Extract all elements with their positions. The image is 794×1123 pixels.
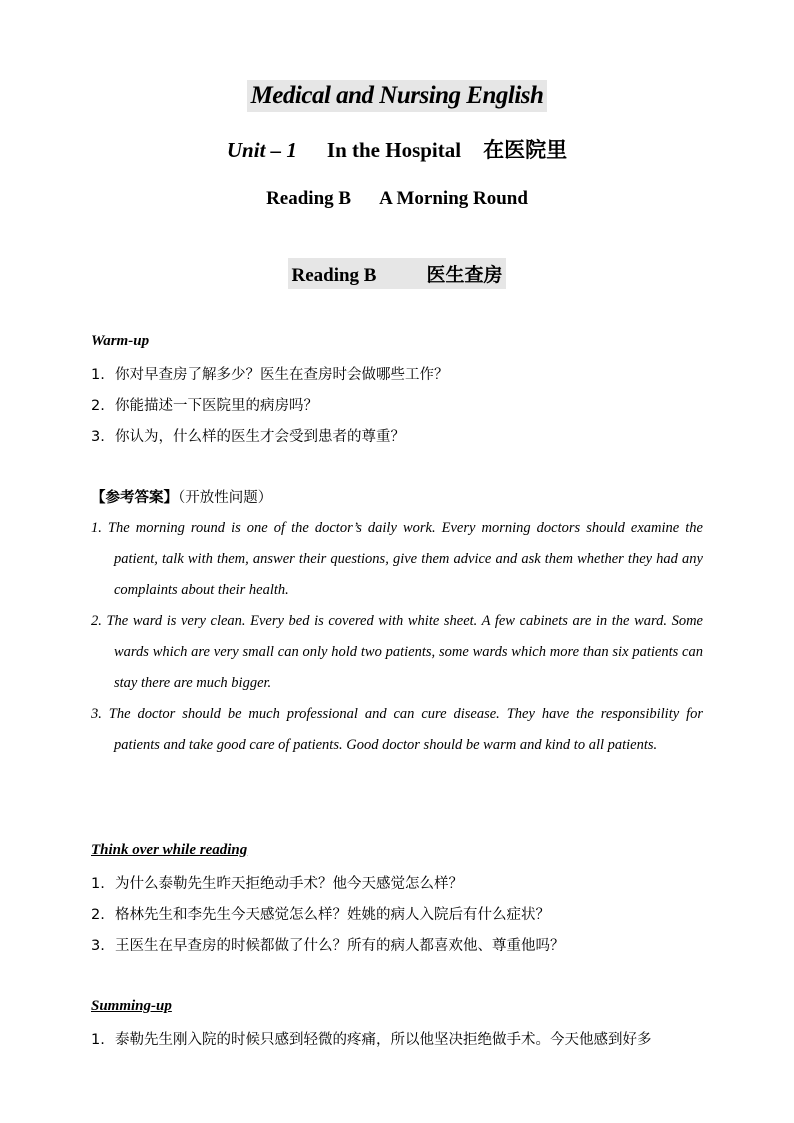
unit-title-en: In the Hospital [326,138,462,162]
answer-paragraph: 3. The doctor should be much professional and can cure disease. They have the responsibility for patients and take good care of patients. Good doctor should be warm and kind to all patients. [91,706,703,753]
think-question: 2. 格林先生和李先生今天感觉怎么样？姓姚的病人入院后有什么症状？ [91,907,550,923]
summing-item: 1. 泰勒先生刚入院的时候只感到轻微的疼痛，所以他坚决拒绝做手术。今天他感到好多 [91,1032,652,1048]
document-title: Medical and Nursing English [247,80,548,112]
warmup-question: 3. 你认为，什么样的医生才会受到患者的尊重？ [91,429,405,445]
reading-label-2: Reading B [291,265,377,286]
think-question: 3. 王医生在早查房的时候都做了什么？所有的病人都喜欢他、尊重他吗？ [91,938,565,954]
warmup-heading: Warm-up [91,333,150,349]
reference-answers [91,513,703,761]
reference-answer-heading: 【参考答案】（开放性问题） [91,490,273,506]
unit-title-cn: 在医院里 [483,138,568,162]
think-heading: Think over while reading [91,842,248,858]
reading-cn-heading-box [288,258,505,289]
think-question: 1. 为什么泰勒先生昨天拒绝动手术？他今天感觉怎么样？ [91,876,463,892]
reading-title: A Morning Round [379,188,528,209]
reading-label: Reading B [266,188,352,209]
unit-heading [0,134,794,164]
warmup-question: 2. 你能描述一下医院里的病房吗？ [91,398,318,414]
reading-cn-heading [0,258,794,289]
reading-title-cn: 医生查房 [426,264,503,286]
answer-paragraph: 2. The ward is very clean. Every bed is covered with white sheet. A few cabinets are in the ward. Some wards which are very small can only hold two patients, some wards which more than six patients can stay there are much bigger. [91,613,703,691]
unit-label: Unit – 1 [226,138,297,162]
reading-heading [0,188,794,210]
warmup-question: 1. 你对早查房了解多少？医生在查房时会做哪些工作？ [91,367,449,383]
document-title-block [0,80,794,112]
answer-paragraph: 1. The morning round is one of the doctor’s daily work. Every morning doctors should examine the patient, talk with them, answer their questions, give them advice and ask them whether they had any complaints about their health. [91,520,703,598]
summing-heading: Summing-up [91,998,172,1014]
